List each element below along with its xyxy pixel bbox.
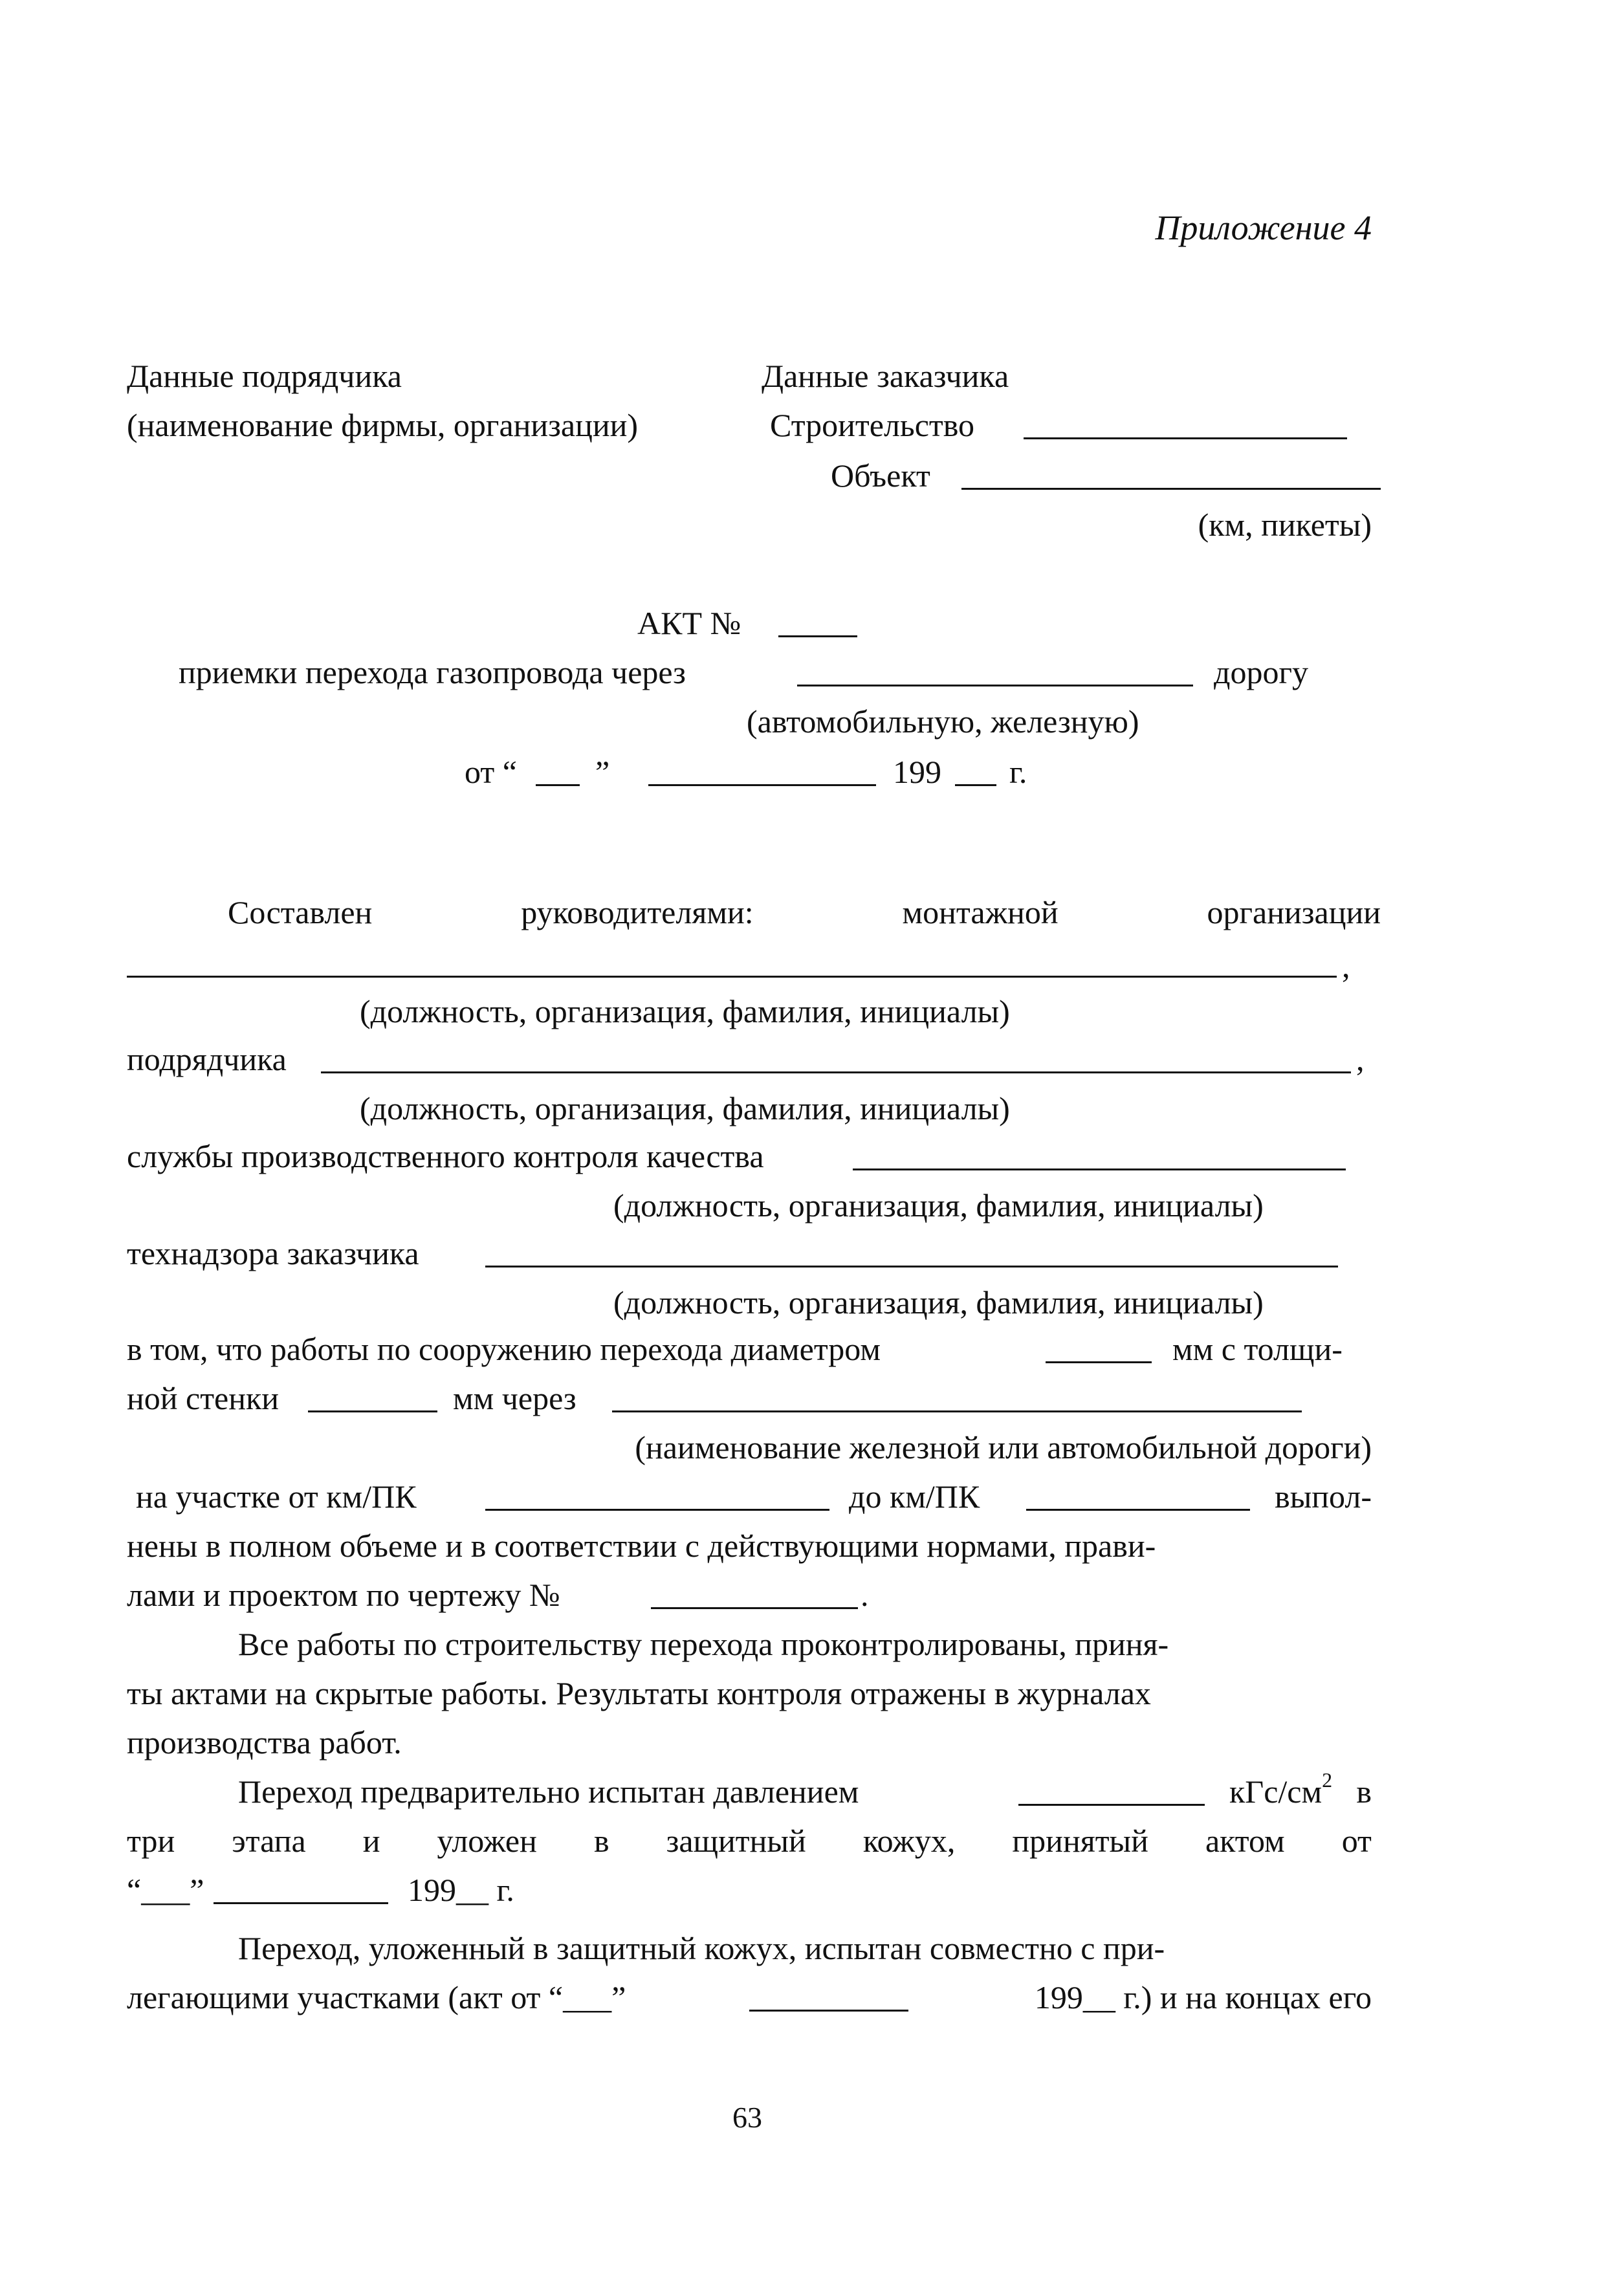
body-line3-c: выпол- [1275, 1478, 1372, 1515]
para3-word: от [1341, 1823, 1372, 1859]
wall-thickness-blank [308, 1410, 437, 1412]
body-line4: нены в полном объеме и в соответствии с действующими нормами, прави- [127, 1528, 1156, 1564]
para2-line2: ты актами на скрытые работы. Результаты контроля отражены в журналах [127, 1675, 1151, 1711]
road-name-blank [612, 1410, 1302, 1412]
km-note: (км, пикеты) [1198, 507, 1372, 543]
composed-word: организации [1207, 894, 1381, 930]
composed-line [228, 896, 1381, 928]
act-title-part1: приемки перехода газопровода через [179, 654, 686, 690]
supervision-label: технадзора заказчика [127, 1235, 419, 1271]
body-line2-b: мм через [453, 1380, 576, 1416]
page-number: 63 [732, 2101, 762, 2134]
road-type-note: (автомобильную, железную) [747, 703, 1139, 740]
diameter-blank [1046, 1361, 1152, 1363]
supervision-blank [485, 1266, 1338, 1267]
body-line3-a: на участке от км/ПК [136, 1478, 417, 1515]
object-label: Объект [831, 457, 930, 494]
date-year-blank [955, 784, 996, 786]
km-from-blank [485, 1509, 829, 1511]
position-note: (должность, организация, фамилия, инициалы) [360, 1090, 1010, 1126]
para3-word: уложен [437, 1823, 537, 1859]
para3-word: кожух, [862, 1823, 956, 1859]
position-note: (должность, организация, фамилия, инициалы) [613, 1284, 1264, 1321]
contractor-title: Данные подрядчика [127, 358, 402, 394]
para3-word: три [127, 1823, 175, 1859]
body-line1-a: в том, что работы по сооружению перехода диаметром [127, 1331, 881, 1367]
para3-word: актом [1205, 1823, 1285, 1859]
date-year: 199 [893, 754, 941, 790]
contractor-blank [321, 1071, 1351, 1073]
para3-word: этапа [232, 1823, 306, 1859]
customer-title: Данные заказчика [762, 358, 1009, 394]
para3-word: принятый [1012, 1823, 1148, 1859]
construction-blank [1024, 437, 1347, 439]
construction-label: Строительство [770, 407, 975, 443]
position-note: (должность, организация, фамилия, инициалы) [360, 993, 1010, 1029]
composed-word: Составлен [228, 894, 373, 930]
body-line5: лами и проектом по чертежу № [127, 1577, 560, 1613]
para2-line1: Все работы по строительству перехода проконтролированы, приня- [238, 1626, 1169, 1662]
object-blank [961, 488, 1381, 490]
para3-word: и [362, 1823, 380, 1859]
para3-line1-a: Переход предварительно испытан давлением [238, 1773, 859, 1810]
date-month-blank [648, 784, 876, 786]
body-line1-b: мм с толщи- [1172, 1331, 1343, 1367]
appendix-heading: Приложение 4 [1155, 208, 1372, 247]
act-number-label: АКТ № [637, 605, 741, 641]
act-number-blank [778, 635, 857, 637]
date-day-blank [536, 784, 580, 786]
act-title-part2: дорогу [1214, 654, 1308, 690]
para3-word: защитный [666, 1823, 806, 1859]
road-blank [797, 685, 1193, 686]
assembly-org-blank [127, 976, 1337, 978]
para4-line2-a: легающими участками (акт от “___” [127, 1979, 626, 2015]
para3-line1-b: в [1356, 1773, 1372, 1810]
period: . [861, 1577, 869, 1613]
quality-control-label: службы производственного контроля качества [127, 1138, 764, 1174]
para4-line1: Переход, уложенный в защитный кожух, испытан совместно с при- [238, 1930, 1165, 1966]
body-line2-a: ной стенки [127, 1380, 280, 1416]
body-line3-b: до км/ПК [849, 1478, 980, 1515]
date-from: от “ [465, 754, 517, 790]
road-name-note: (наименование железной или автомобильной дороги) [635, 1429, 1372, 1465]
para4-line2-b: 199__ г.) и на концах его [1034, 1979, 1372, 2015]
contractor-label: подрядчика [127, 1041, 287, 1077]
act-date-blank [214, 1902, 388, 1904]
para3-word: в [593, 1823, 609, 1859]
para3-line2 [127, 1825, 1372, 1857]
position-note: (должность, организация, фамилия, инициалы) [613, 1187, 1264, 1223]
pressure-unit-text: кГс/см [1229, 1773, 1322, 1810]
contractor-subtitle: (наименование фирмы, организации) [127, 407, 639, 443]
pressure-unit [1229, 1768, 1333, 1810]
date-close-quote: ” [595, 754, 610, 790]
comma: , [1356, 1041, 1365, 1077]
para3-year: 199__ г. [408, 1872, 514, 1908]
pressure-unit-sup: 2 [1322, 1768, 1333, 1792]
adjacent-act-blank [749, 2010, 908, 2012]
composed-word: монтажной [902, 894, 1059, 930]
km-to-blank [1026, 1509, 1250, 1511]
date-g: г. [1009, 754, 1027, 790]
para3-quote: “___” [127, 1872, 204, 1908]
pressure-blank [1018, 1804, 1205, 1806]
composed-word: руководителями: [521, 894, 754, 930]
drawing-number-blank [651, 1607, 858, 1609]
quality-control-blank [853, 1168, 1346, 1170]
comma: , [1342, 948, 1350, 984]
para2-line3: производства работ. [127, 1724, 402, 1761]
